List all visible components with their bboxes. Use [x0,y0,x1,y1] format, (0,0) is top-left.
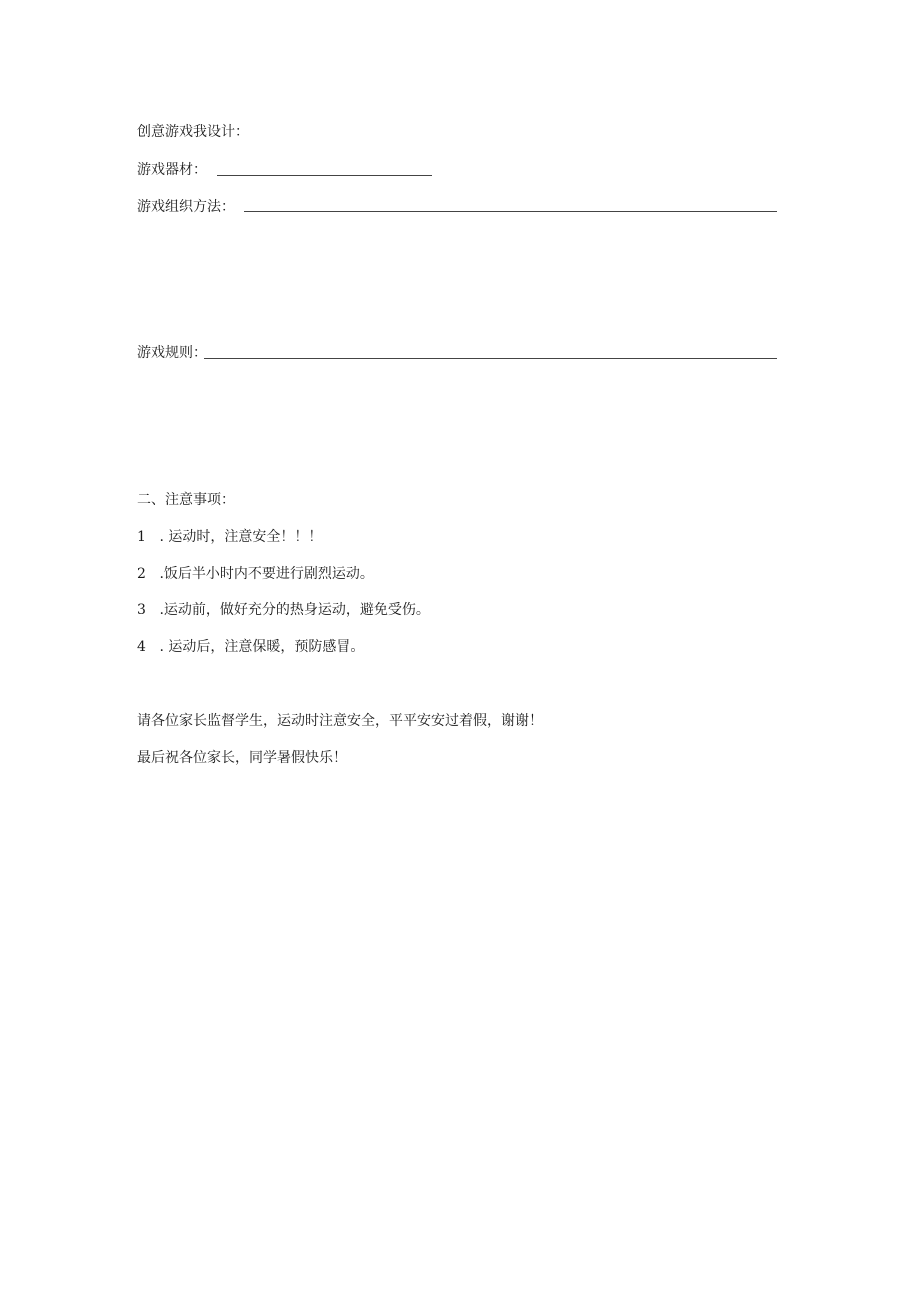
list-item-number: 2 [137,566,146,582]
list-item-number: 4 [137,639,146,655]
list-item [137,565,374,583]
closing-request: 请各位家长监督学生，运动时注意安全，平平安安过着假，谢谢！ [137,713,543,729]
equipment-blank[interactable] [217,175,432,176]
list-item-number: 3 [137,602,146,618]
design-heading: 创意游戏我设计： [137,124,249,140]
method-blank[interactable] [244,211,777,212]
list-item-text: . 运动时，注意安全！！！ [155,529,323,545]
list-item [137,528,322,546]
list-item-text: . 运动后，注意保暖，预防感冒。 [155,639,365,655]
closing-wishes: 最后祝各位家长，同学暑假快乐！ [137,750,347,766]
list-item [137,601,430,619]
list-item-number: 1 [137,529,146,545]
list-item-text: .运动前，做好充分的热身运动，避免受伤。 [155,602,430,618]
list-item-text: .饭后半小时内不要进行剧烈运动。 [155,566,374,582]
rules-label: 游戏规则： [137,345,207,361]
equipment-label: 游戏器材： [137,162,207,178]
list-item [137,638,364,656]
rules-blank[interactable] [204,358,777,359]
notes-heading: 二、注意事项： [137,492,235,508]
method-label: 游戏组织方法： [137,199,235,215]
